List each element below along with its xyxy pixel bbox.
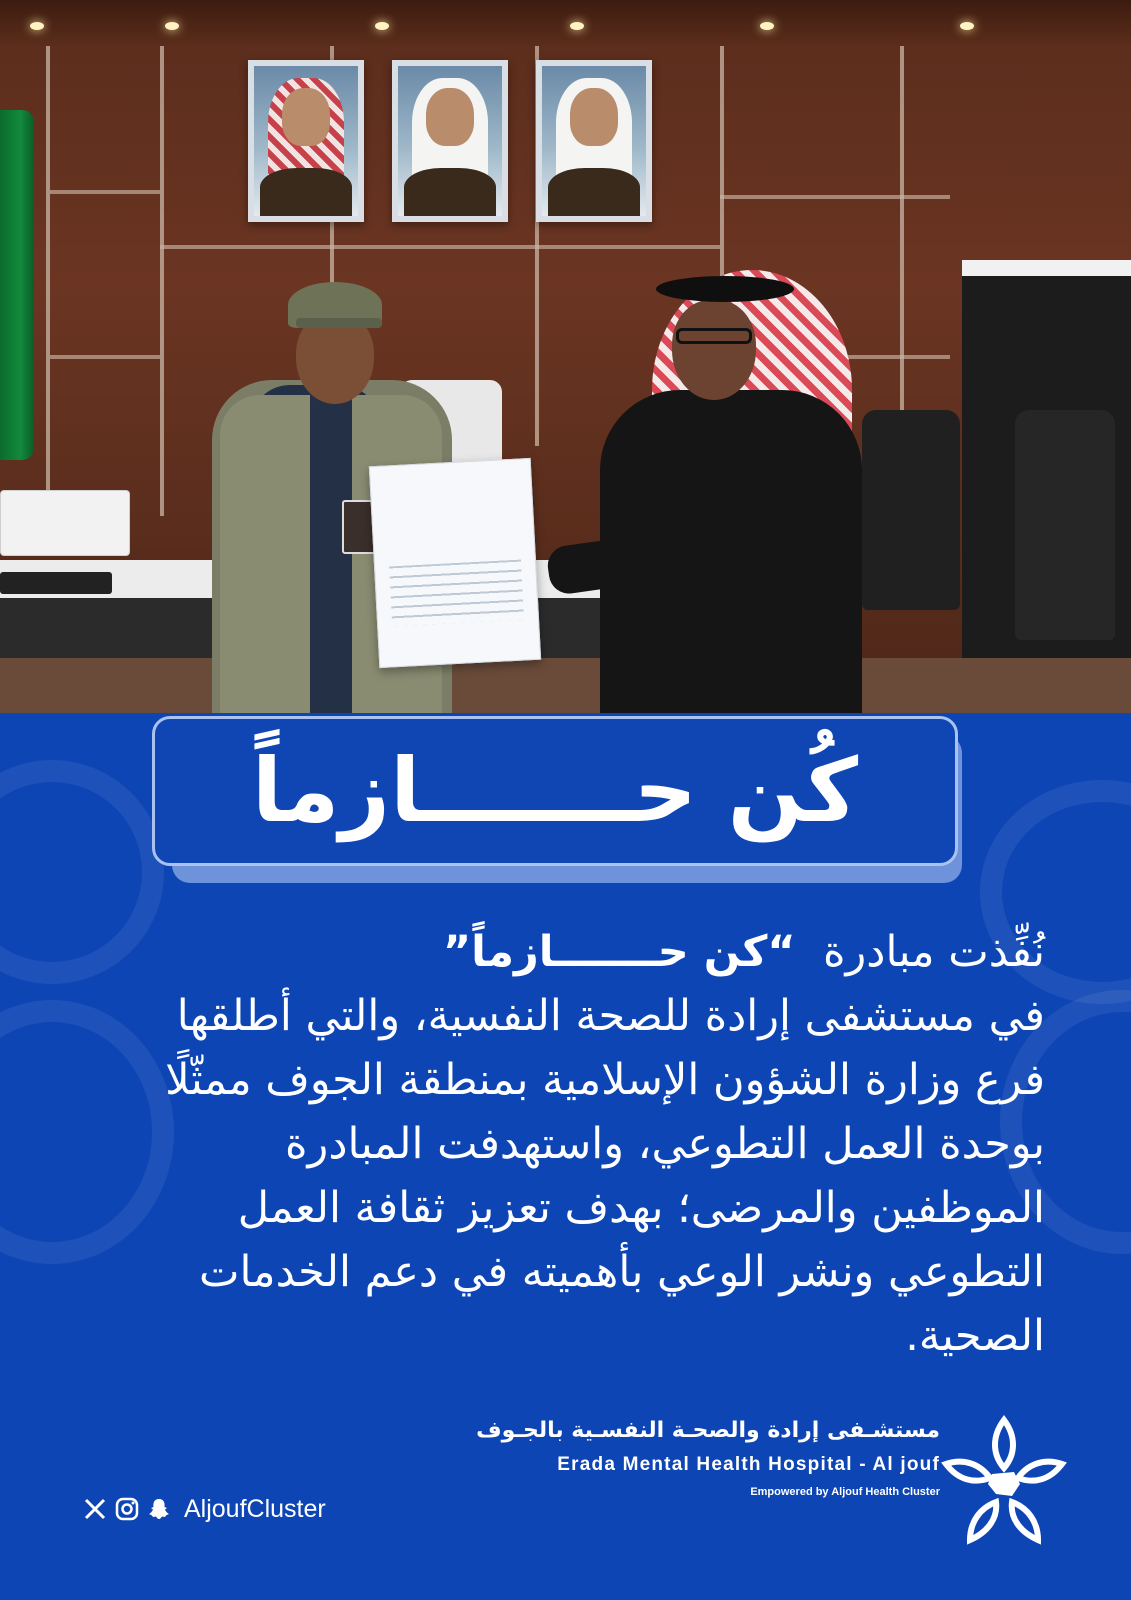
ceiling-light — [570, 22, 584, 30]
intro-line — [70, 920, 1045, 984]
wall-panel-line — [160, 46, 164, 516]
wall-panel-line — [720, 195, 950, 199]
initiative-name: “كن حـــــــازماً” — [442, 927, 796, 977]
certificate — [369, 458, 541, 668]
printer — [0, 490, 130, 556]
person-right-agal — [656, 276, 794, 302]
instagram-icon[interactable] — [114, 1496, 140, 1522]
social-handle[interactable]: AljoufCluster — [184, 1494, 326, 1523]
office-chair — [1015, 410, 1115, 640]
ceiling-light — [165, 22, 179, 30]
person-left-vest — [220, 395, 310, 713]
office-chair — [862, 410, 960, 610]
powered-by-text: Empowered by Aljouf Health Cluster — [750, 1486, 940, 1498]
ceiling-light — [30, 22, 44, 30]
body-line: فرع وزارة الشؤون الإسلامية بمنطقة الجوف ممثّلًا — [165, 1055, 1045, 1105]
cabinet-top — [962, 260, 1131, 276]
portrait-center — [392, 60, 508, 222]
portrait-left — [248, 60, 364, 222]
saudi-flag — [0, 110, 34, 460]
wall-panel-line — [46, 46, 50, 516]
body-line: الموظفين والمرضى؛ بهدف تعزيز ثقافة العمل — [237, 1183, 1045, 1233]
keyboard — [0, 572, 112, 594]
ceremony-photo — [0, 0, 1131, 713]
body-line: الصحية. — [905, 1311, 1045, 1361]
intro-text: نُفِّذت مبادرة — [823, 927, 1045, 977]
x-icon[interactable] — [82, 1496, 108, 1522]
hospital-logo-icon — [934, 1412, 1074, 1552]
hospital-logo-text — [476, 1410, 940, 1550]
ceiling-light — [960, 22, 974, 30]
ceiling-light — [760, 22, 774, 30]
body-line: في مستشفى إرادة للصحة النفسية، والتي أطلقها — [176, 991, 1045, 1041]
glasses — [676, 328, 752, 344]
wall-panel-line — [50, 190, 160, 194]
person-right-head — [672, 300, 756, 400]
social-links — [82, 1492, 326, 1526]
body-line: بوحدة العمل التطوعي، واستهدفت المبادرة — [285, 1119, 1045, 1169]
snapchat-icon[interactable] — [146, 1496, 172, 1522]
title-box — [152, 716, 958, 866]
hospital-name-english: Erada Mental Health Hospital - Al jouf — [557, 1454, 940, 1475]
announcement-text — [70, 920, 1045, 1368]
page-title: كُن حـــــــازماً — [251, 739, 859, 842]
ceiling-light — [375, 22, 389, 30]
hospital-name-arabic: مستشـفى إرادة والصحـة النفسـية بالجـوف — [476, 1418, 940, 1443]
floor — [0, 658, 1131, 713]
body-line: التطوعي ونشر الوعي بأهميته في دعم الخدمات — [198, 1247, 1045, 1297]
wall-panel-line — [160, 245, 720, 249]
wall-panel-line — [50, 355, 160, 359]
person-left-cap-brim — [296, 318, 382, 328]
portrait-right — [536, 60, 652, 222]
